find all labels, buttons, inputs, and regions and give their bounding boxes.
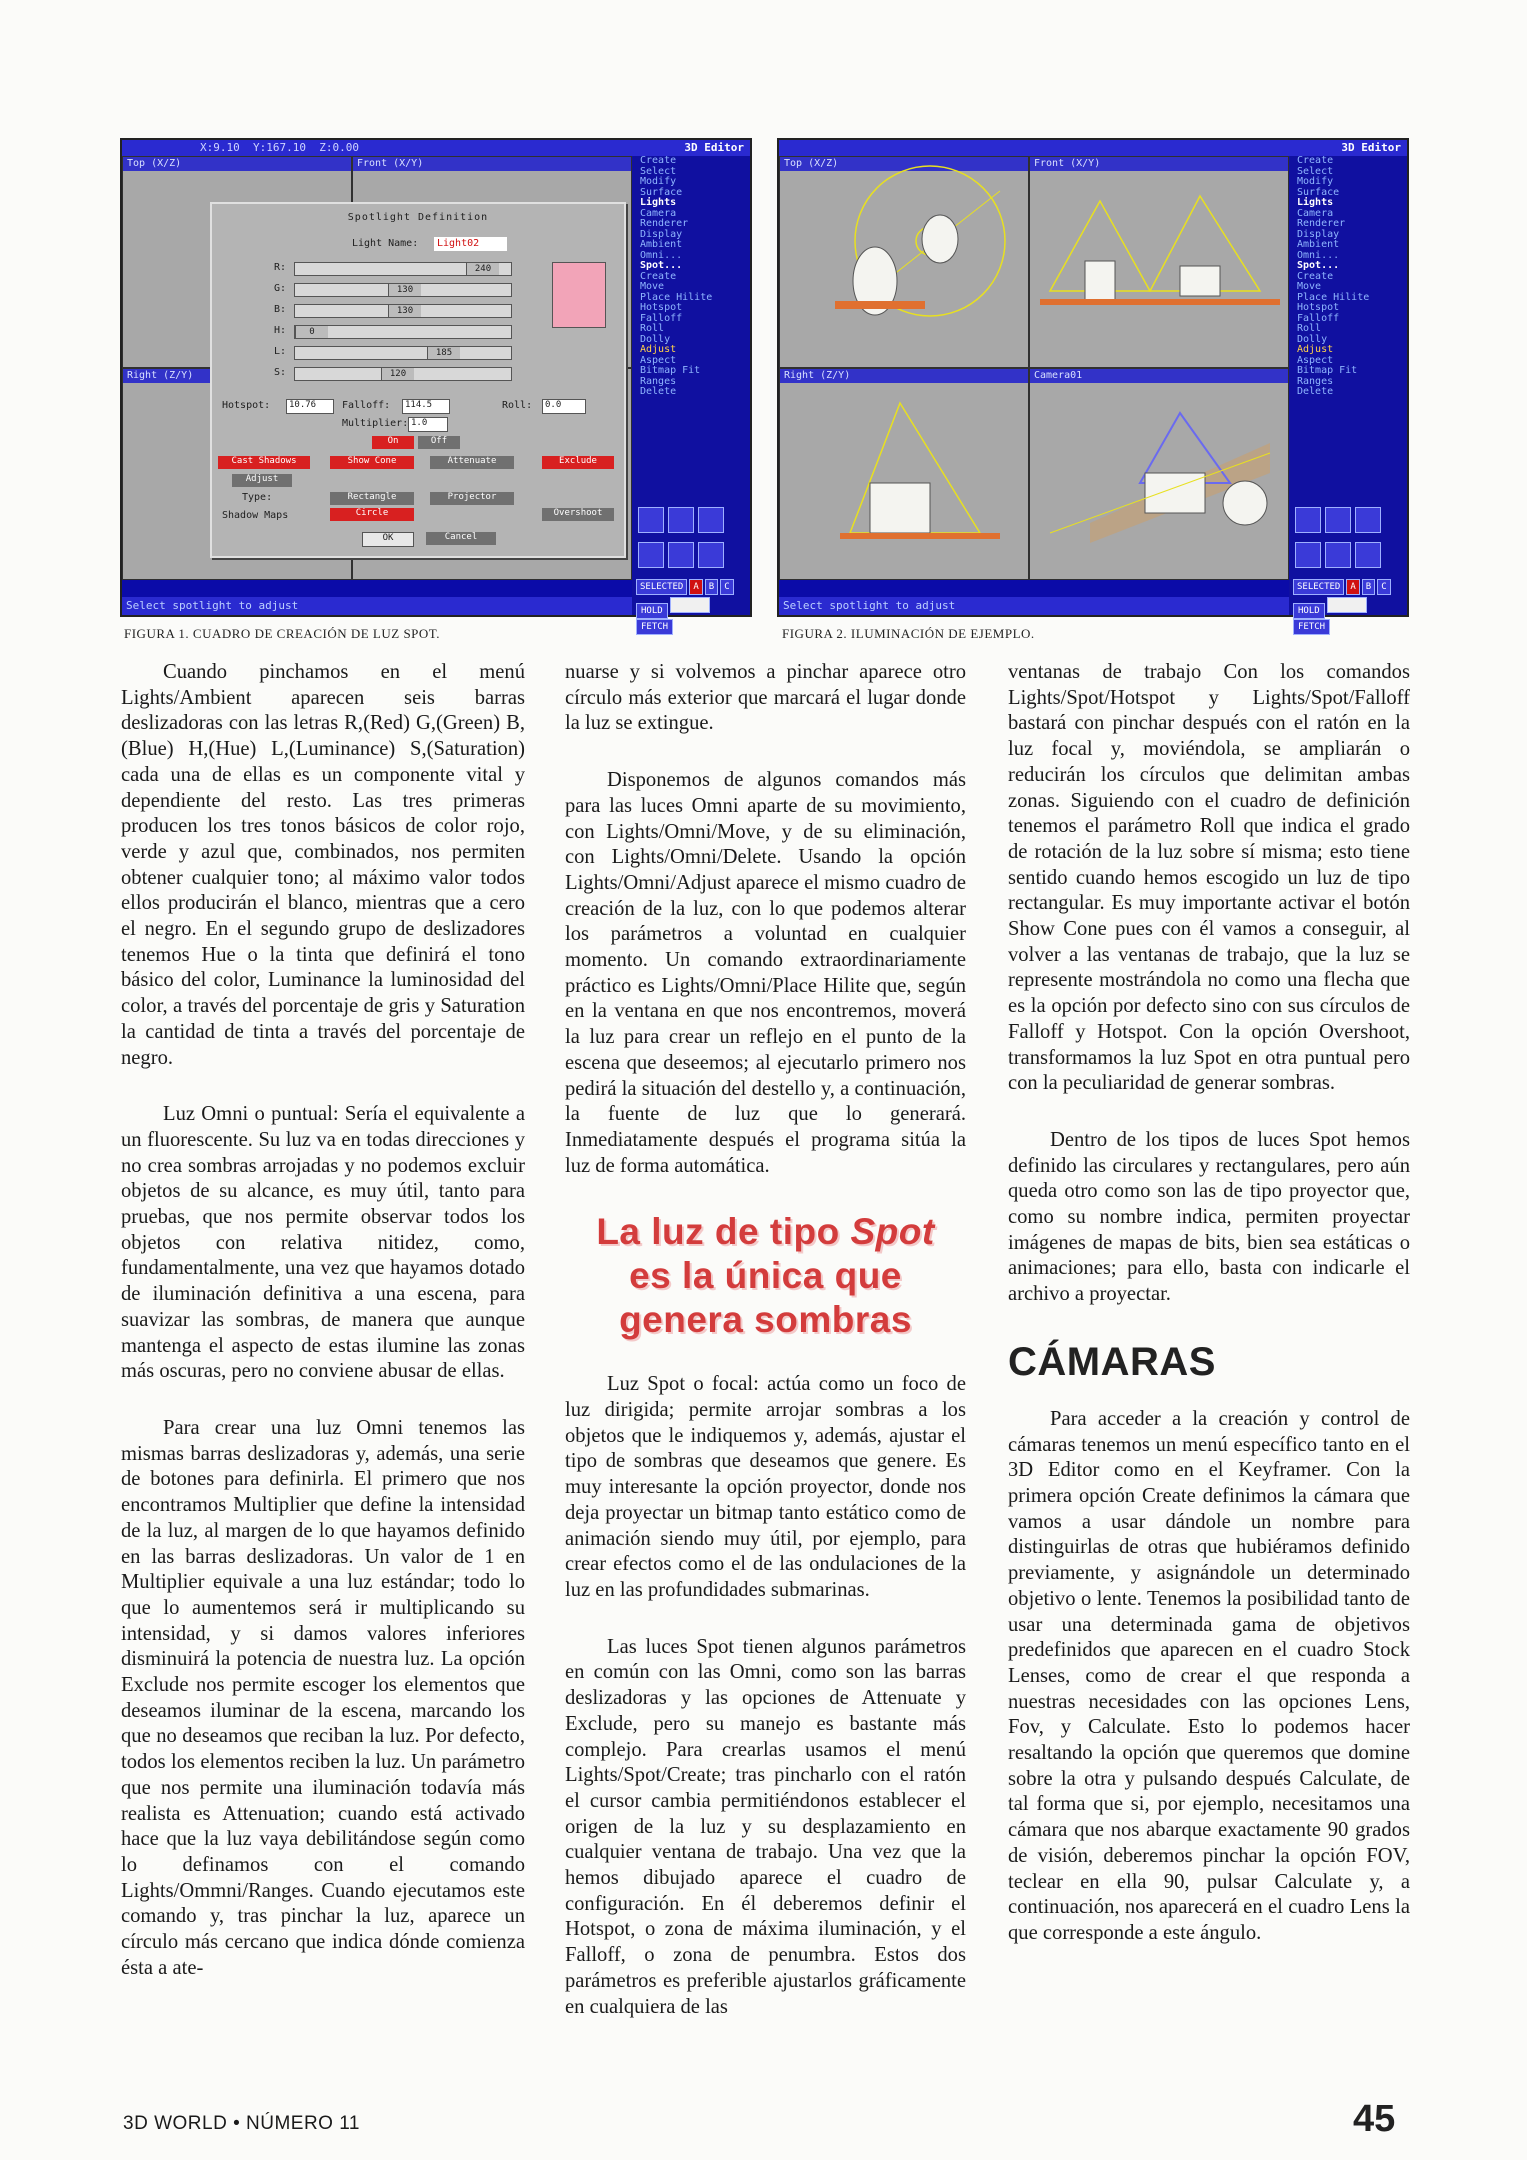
paragraph: Luz Spot o focal: actúa como un foco de luz dirigida; permite arrojar sombras a los objetos que le indiquemos y, además, ajustar el tipo de sombras que deseamos que genere. Es muy interesante la opción proyector, donde nos deja proyectar un bitmap tanto estático como de animación siendo muy útil, por ejemplo, para crear efectos como el de las ondulaciones de la luz en las profundidades submarinas.	[565, 1373, 966, 1601]
hold-button[interactable]: HOLD	[636, 603, 668, 619]
scene-right-svg	[780, 383, 1028, 579]
status-prompt: Select spotlight to adjust	[122, 597, 632, 615]
menu-item[interactable]: Modify	[640, 176, 677, 187]
selection-b-button[interactable]: B	[1362, 579, 1375, 595]
menu-item[interactable]: Renderer	[640, 218, 689, 229]
attenuate-button[interactable]: Attenuate	[430, 456, 514, 469]
menu-item[interactable]: Omni...	[640, 249, 683, 261]
zoom-window-icon[interactable]	[638, 542, 664, 568]
menu-item[interactable]: Ranges	[1297, 375, 1334, 387]
pan-icon[interactable]	[638, 507, 664, 533]
hotspot-label: Hotspot:	[222, 400, 271, 411]
viewport-label: Front (X/Y)	[353, 157, 631, 171]
slider-row	[226, 367, 614, 381]
ok-button[interactable]: OK	[362, 532, 414, 547]
viewport-front[interactable]	[1029, 156, 1289, 368]
light-name-label: Light Name:	[352, 238, 419, 249]
paragraph: Luz Omni o puntual: Sería el equivalente a un fluorescente. Su luz va en todas direcciones y no crea sombras arrojadas y no podemos excluir objetos de su alcance, es muy útil, tanto para pruebas, que nos permite observar todos los objetos con relativa nitidez, como, fundamentalmente, una vez que hayamos dotado de iluminación definitiva a una escena, para suavizar las sombras, de manera que aunque mantenga el aspecto de estas ilumine las zonas más oscuras, pero no conviene abusar de ellas.	[121, 1103, 525, 1383]
menu-item[interactable]: Lights	[1297, 197, 1334, 208]
swap-icon[interactable]	[698, 542, 724, 568]
slider-knob[interactable]: 0	[295, 326, 328, 338]
menu-item[interactable]: Delete	[640, 386, 677, 397]
viewport-right[interactable]	[779, 368, 1029, 580]
menu-item[interactable]: Falloff	[640, 312, 683, 324]
viewport-label: Right (Z/Y)	[123, 369, 351, 383]
zoom-icon[interactable]	[668, 507, 694, 533]
slider-label: G:	[273, 283, 286, 294]
menu-item[interactable]: Dolly	[1297, 333, 1328, 345]
cancel-button[interactable]: Cancel	[426, 532, 496, 545]
menu-item[interactable]: Spot...	[640, 260, 683, 271]
hotspot-field[interactable]: 10.76	[286, 399, 334, 414]
blank-slot	[1327, 597, 1367, 613]
cast-shadows-button[interactable]: Cast Shadows	[218, 456, 310, 469]
panel-title: 3D Editor	[632, 140, 750, 156]
hold-fetch-bar	[1293, 597, 1403, 632]
menu-item[interactable]: Camera	[640, 207, 677, 219]
pull-quote	[565, 1210, 966, 1342]
view-controls	[1293, 505, 1403, 575]
roll-field[interactable]: 0.0	[542, 399, 586, 414]
paragraph: Para acceder a la creación y control de cámaras tenemos un menú específico tanto en el 3D Editor como en el Keyframer. Con la primera opción Create definimos la cámara que vamos a usar dándole un nombre para distinguirlas de otras que hubiéramos definido previamente, y asignándole un determinado objetivo o lente. Tenemos la posibilidad tanto de usar una determinada gama de objetivos predefinidos que aparecen en el cuadro Stock Lenses, como de crear el que responda a nuestras necesidades con las opciones Lens, Fov, y Calculate. Esto lo podemos hacer resaltando la opción que queremos que domine sobre la otra y pulsando después Calculate, de tal forma que si, por ejemplo, necesitamos una cámara que nos abarque exactamente 90 grados de visión, deberemos pinchar la opción FOV, teclear en ella 90, pulsar Calculate y, a continuación, nos aparecerá en el cuadro Lens la que corresponde a este ángulo.	[1008, 1407, 1410, 1944]
slider-label: B:	[273, 304, 286, 315]
slider-row	[226, 346, 614, 360]
menu-item[interactable]: Roll	[640, 323, 665, 334]
falloff-label: Falloff:	[342, 400, 391, 411]
menu-item[interactable]: Delete	[1297, 386, 1334, 397]
projector-button[interactable]: Projector	[430, 492, 514, 505]
panel-title: 3D Editor	[1289, 140, 1407, 156]
menu-item[interactable]: Ambient	[640, 239, 683, 250]
falloff-field[interactable]: 114.5	[402, 399, 450, 414]
adjust-button[interactable]: Adjust	[232, 474, 292, 487]
slider-knob[interactable]: 120	[381, 368, 414, 380]
paragraph: Dentro de los tipos de luces Spot hemos definido las circulares y rectangulares, pero aún queda otro como son las de tipo proyector que, como su nombre indica, permiten proyectar imágenes de mapas de bits, bien sea estáticas o animaciones; para ello, basta con indicarle el archivo a proyectar.	[1008, 1128, 1410, 1306]
color-slider[interactable]	[294, 283, 512, 297]
menu-item[interactable]: Spot...	[1297, 260, 1340, 271]
viewport-label: Right (Z/Y)	[780, 369, 1028, 383]
color-swatch	[552, 262, 606, 328]
fetch-button[interactable]: FETCH	[1293, 619, 1330, 635]
full-screen-icon[interactable]	[1325, 542, 1351, 568]
slider-label: H:	[273, 325, 286, 336]
coordinate-bar: X:9.10 Y:167.10 Z:0.00	[122, 140, 632, 156]
pan-icon[interactable]	[1295, 507, 1321, 533]
hold-fetch-bar	[636, 597, 746, 632]
menu-item[interactable]: Lights	[640, 197, 677, 208]
text-column-2	[565, 650, 966, 2051]
selection-bar	[1293, 579, 1403, 595]
paragraph: Para crear una luz Omni tenemos las mismas barras deslizadoras y, además, una serie de botones para definirla. El primero que nos encontramos Multiplier que define la intensidad de la luz, al margen de lo que hayamos definido en las barras deslizadoras. Un valor de 1 en Multiplier equivale a una luz estándar; todo lo que lo aumentemos será ir multiplicando su intensidad, y si damos valores inferiores disminuirá la potencia de nuestra luz. La opción Exclude nos permite escoger los elementos que deseamos iluminar de la escena, marcando los que no deseamos que reciban la luz. Por defecto, todos los elementos reciben la luz. Un parámetro que nos permite una iluminación todavía más realista es Attenuation; cuando está activado hace que la luz vaya debilitándose según como lo definamos con el comando Lights/Ommni/Ranges. Cuando ejecutamos este comando y, tras pinchar la luz, aparece un círculo más cercano que indica dónde comienza ésta a ate-	[121, 1416, 525, 1979]
menu-item[interactable]: Aspect	[1297, 354, 1334, 366]
figure-2-screenshot	[777, 138, 1409, 632]
menu-item[interactable]: Display	[640, 228, 683, 240]
menu-item[interactable]: Create	[640, 155, 677, 166]
selection-c-button[interactable]: C	[1377, 579, 1390, 595]
overshoot-button[interactable]: Overshoot	[542, 508, 614, 521]
swap-icon[interactable]	[1355, 542, 1381, 568]
menu-item[interactable]: Hotspot	[1297, 302, 1340, 313]
menu-item[interactable]: Create	[1297, 155, 1334, 166]
full-screen-icon[interactable]	[668, 542, 694, 568]
zoom-icon[interactable]	[1325, 507, 1351, 533]
menu-item[interactable]: Adjust	[1297, 344, 1334, 355]
color-slider[interactable]	[294, 262, 512, 276]
scene-front-svg	[1030, 171, 1288, 367]
pull-quote-line: La luz de tipo	[596, 1211, 851, 1253]
color-slider[interactable]	[294, 367, 512, 381]
paragraph: Disponemos de algunos comandos más para las luces Omni aparte de su movimiento, con Lights/Omni/Move, y de su eliminación, con Lights/Omni/Delete. Usando la opción Lights/Omni/Adjust aparece el mismo cuadro de creación de la luz, con lo que podemos alterar los parámetros a voluntad en cualquier momento. Un comando extraordinariamente práctico es Lights/Omni/Place Hilite que, según en la ventana en que nos encontremos, moverá la luz para crear un reflejo en el punto de la escena que deseemos; al ejecutarlo primero nos pedirá la situación del destello y, a continuación, la fuente de luz que lo generará. Inmediatamente después el programa sitúa la luz de forma automática.	[565, 769, 966, 1177]
selection-c-button[interactable]: C	[720, 579, 733, 595]
slider-label: R:	[273, 262, 286, 273]
selection-a-button[interactable]: A	[1346, 579, 1359, 595]
circle-button[interactable]: Circle	[330, 508, 414, 521]
menu-item[interactable]: Aspect	[640, 354, 677, 366]
color-slider[interactable]	[294, 325, 512, 339]
multiplier-label: Multiplier:	[342, 418, 409, 429]
footer-magazine-issue: 3D WORLD • NÚMERO 11	[123, 2113, 360, 2134]
color-slider[interactable]	[294, 304, 512, 318]
menu-item[interactable]: Falloff	[1297, 312, 1340, 324]
slider-label: S:	[273, 367, 286, 378]
color-slider[interactable]	[294, 346, 512, 360]
menu-item[interactable]: Adjust	[640, 344, 677, 355]
zoom-extents-icon[interactable]	[698, 507, 724, 533]
viewport-label: Camera01	[1030, 369, 1288, 383]
type-label: Type:	[242, 492, 273, 503]
rectangle-button[interactable]: Rectangle	[330, 492, 414, 505]
slider-knob[interactable]: 130	[388, 305, 421, 317]
viewport-label: Top (X/Z)	[780, 157, 1028, 171]
figure-1-screenshot	[120, 138, 752, 632]
zoom-extents-icon[interactable]	[1355, 507, 1381, 533]
paragraph: nuarse y si volvemos a pinchar aparece otro círculo más exterior que marcará el lugar donde la luz se extingue.	[565, 661, 966, 735]
menu-item[interactable]: Modify	[1297, 176, 1334, 187]
menu-item[interactable]: Select	[640, 165, 677, 177]
paragraph: Las luces Spot tienen algunos parámetros en común con las Omni, como son las barras deslizadoras y las opciones de Attenuate y Exclude, pero su manejo es bastante más complejo. Para crearlas usamos el menú Lights/Spot/Create; tras pincharlo con el ratón el cursor cambia permitiéndonos establecer el origen de la luz y su desplazamiento en cualquier ventana de trabajo. Una vez que la hemos dibujado aparece el cuadro de configuración. En él deberemos definir el Hotspot, o zona de máxima iluminación, y el Falloff, o zona de penumbra. Estos dos parámetros es preferible ajustarlos gráficamente en cualquiera de las	[565, 1635, 966, 2018]
menu-item[interactable]: Camera	[1297, 207, 1334, 219]
menu-item[interactable]: Move	[640, 281, 665, 292]
menu-item[interactable]: Surface	[640, 186, 683, 198]
scene-top-svg	[780, 171, 1028, 367]
fetch-button[interactable]: FETCH	[636, 619, 673, 635]
off-button[interactable]: Off	[418, 436, 460, 449]
viewport-label: Top (X/Z)	[123, 157, 351, 171]
selection-a-button[interactable]: A	[689, 579, 702, 595]
menu-item[interactable]: Bitmap Fit	[640, 365, 701, 376]
menu-item[interactable]: Dolly	[640, 333, 671, 345]
shadow-maps-label: Shadow Maps	[222, 510, 289, 521]
menu-item[interactable]: Roll	[1297, 323, 1322, 334]
menu-item[interactable]: Renderer	[1297, 218, 1346, 229]
slider-knob[interactable]: 240	[466, 263, 499, 275]
menu-item[interactable]: Create	[640, 270, 677, 282]
blank-slot	[670, 597, 710, 613]
text-column-3	[1008, 650, 1410, 1978]
text-column-1	[121, 650, 525, 2012]
on-button[interactable]: On	[372, 436, 414, 449]
spotlight-definition-dialog	[210, 202, 626, 558]
command-menu	[1289, 156, 1407, 398]
pull-quote-emphasis: Spot	[850, 1211, 935, 1253]
status-prompt: Select spotlight to adjust	[779, 597, 1289, 615]
view-controls	[636, 505, 746, 575]
viewport-label: Front (X/Y)	[1030, 157, 1288, 171]
slider-knob[interactable]: 185	[427, 347, 460, 359]
menu-item[interactable]: Ambient	[1297, 239, 1340, 250]
paragraph: ventanas de trabajo Con los comandos Lights/Spot/Hotspot y Lights/Spot/Falloff bastará con pinchar después con el ratón en la luz focal y, moviéndola, se ampliarán o reducirán los círculos que delimitan ambas zonas. Siguiendo con el cuadro de definición tenemos el parámetro Roll que indica el grado de rotación de la luz sobre sí misma; esto tiene sentido cuando hemos escogido un luz de tipo rectangular. Es muy importante activar el botón Show Cone pues con él vamos a conseguir, al volver a las ventanas de trabajo, que la luz se represente mostrándola no como una flecha que es la opción por defecto sino con sus círculos de Falloff y Hotspot. Con la opción Overshoot, transformamos la luz Spot en otra puntual pero con la peculiaridad de generar sombras.	[1008, 661, 1410, 1095]
pull-quote-line: genera sombras	[619, 1299, 912, 1341]
selection-b-button[interactable]: B	[705, 579, 718, 595]
figure-1-caption: FIGURA 1. CUADRO DE CREACIÓN DE LUZ SPOT.	[124, 626, 441, 641]
viewport-top[interactable]	[779, 156, 1029, 368]
show-cone-button[interactable]: Show Cone	[330, 456, 414, 469]
menu-item[interactable]: Hotspot	[640, 302, 683, 313]
menu-item[interactable]: Omni...	[1297, 249, 1340, 261]
menu-item[interactable]: Create	[1297, 270, 1334, 282]
coordinate-bar	[779, 140, 1289, 156]
roll-label: Roll:	[502, 400, 533, 411]
exclude-button[interactable]: Exclude	[542, 456, 614, 469]
selection-bar	[636, 579, 746, 595]
dialog-title: Spotlight Definition	[347, 212, 489, 223]
viewport-camera[interactable]	[1029, 368, 1289, 580]
menu-item[interactable]: Place Hilite	[1297, 291, 1370, 303]
menu-item[interactable]: Move	[1297, 281, 1322, 292]
light-name-field[interactable]: Light02	[434, 237, 507, 251]
page-number: 45	[1353, 2098, 1396, 2140]
menu-item[interactable]: Select	[1297, 165, 1334, 177]
hold-button[interactable]: HOLD	[1293, 603, 1325, 619]
menu-item[interactable]: Place Hilite	[640, 291, 713, 303]
slider-label: L:	[273, 346, 286, 357]
menu-item[interactable]: Bitmap Fit	[1297, 365, 1358, 376]
section-heading: CÁMARAS	[1008, 1339, 1216, 1384]
menu-item[interactable]: Ranges	[640, 375, 677, 387]
figure-2-caption: FIGURA 2. ILUMINACIÓN DE EJEMPLO.	[782, 626, 1035, 641]
selected-button[interactable]: SELECTED	[1293, 579, 1344, 595]
menu-item[interactable]: Display	[1297, 228, 1340, 240]
zoom-window-icon[interactable]	[1295, 542, 1321, 568]
command-menu	[632, 156, 750, 398]
paragraph: Cuando pinchamos en el menú Lights/Ambient aparecen seis barras deslizadoras con las letras R,(Red) G,(Green) B,(Blue) H,(Hue) L,(Luminance) S,(Saturation) cada una de ellas es un componente vital y dependiente del resto. Las tres primeras producen los tres tonos básicos de color rojo, verde y azul que, combinados, nos permiten obtener cualquier tono; al máximo valor todos ellos producirán el blanco, mientras que a cero el negro. En el segundo grupo de deslizadores tenemos Hue o la tinta que definirá el tono básico del color, Luminance la luminosidad del color, a través del porcentaje de gris y Saturation la cantidad de tinta a través del porcentaje de negro.	[121, 661, 525, 1069]
slider-knob[interactable]: 130	[388, 284, 421, 296]
pull-quote-line: es la única que	[629, 1255, 902, 1297]
multiplier-field[interactable]: 1.0	[408, 417, 448, 432]
menu-item[interactable]: Surface	[1297, 186, 1340, 198]
scene-camera-svg	[1030, 383, 1288, 579]
selected-button[interactable]: SELECTED	[636, 579, 687, 595]
